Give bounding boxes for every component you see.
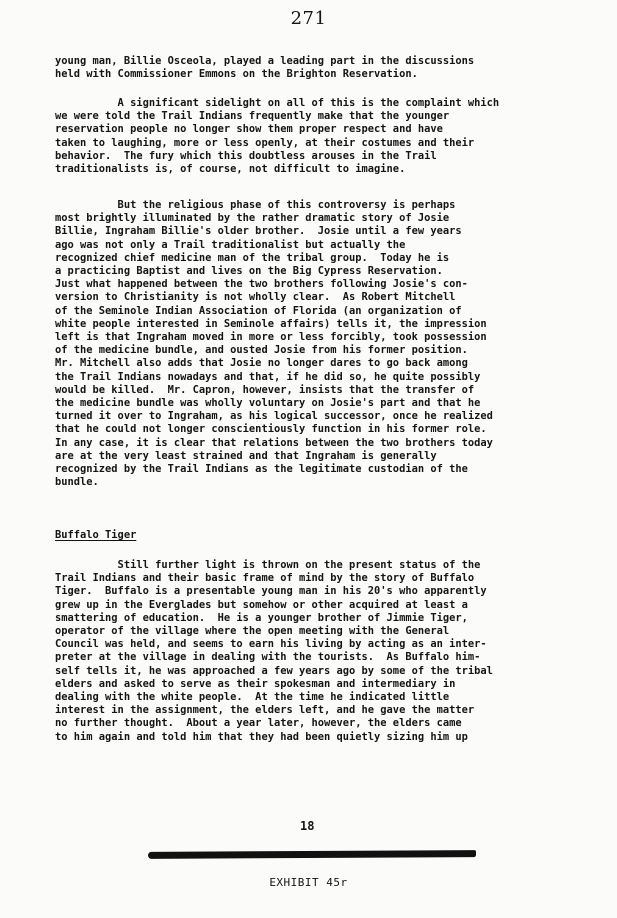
paragraph-continuation: young man, Billie Osceola, played a leading part in the discussions held with Commissioner Emmons on the Brighton Reservation. [55,55,475,81]
footer-page-number: 18 [300,819,315,833]
footer-rule [148,850,476,859]
paragraph-sidelight: A significant sidelight on all of this is the complaint which we were told the Trail Indians frequently make that the younger reservation people no longer show them proper respect and have taken to laughing, more or less openly, at their costumes and their behavior. The fury which this doubtless arouses in the Trail traditionalists is, of course, not difficult to imagine. [55,97,500,176]
paragraph-buffalo-tiger: Still further light is thrown on the present status of the Trail Indians and their basic frame of mind by the story of Buffalo Tiger. Buffalo is a presentable young man in his 20's who apparently grew up in the Everglades but somehow or other acquired at least a smattering of education. He is a younger brother of Jimmie Tiger, operator of the village where the open meeting with the General Council was held, and seems to earn his living by acting as an inter- preter at the village in dealing with the tourists. As Buffalo him- self tells it, he was approached a few years ago by some of the tribal elders and asked to serve as their spokesman and intermediary in dealing with the white people. At the time he indicated little interest in the assignment, the elders left, and he gave the matter no further thought. About a year later, however, the elders came to him again and told him that they had been quietly sizing him up [55,559,493,743]
section-heading: Buffalo Tiger [55,529,137,541]
paragraph-religious-phase: But the religious phase of this controversy is perhaps most brightly illuminated by the rather dramatic story of Josie Billie, Ingraham Billie's older brother. Josie until a few years ago was not only a Trail traditionalist but actually the recognized chief medicine man of the tribal group. Today he is a practicing Baptist and lives on the Big Cypress Reservation. Just what happened between the two brothers following Josie's con- version to Christianity is not wholly clear. As Robert Mitchell of the Seminole Indian Association of Florida (an organization of white people interested in Seminole affairs) tells it, the impression left is that Ingraham moved in more or less forcibly, took possession of the medicine bundle, and ousted Josie from his former position. Mr. Mitchell also adds that Josie no longer dares to go back among the Trail Indians nowadays and that, if he did so, he quite possibly would be killed. Mr. Capron, however, insists that the transfer of the medicine bundle was wholly voluntary on Josie's part and that he turned it over to Ingraham, as his logical successor, once he realized that he could not longer conscientiously function in his former role. In any case, it is clear that relations between the two brothers today are at the very least strained and that Ingraham is generally recognized by the Trail Indians as the legitimate custodian of the bundle. [55,199,493,489]
page-number: 271 [290,8,327,29]
exhibit-label: EXHIBIT 45r [269,876,348,889]
